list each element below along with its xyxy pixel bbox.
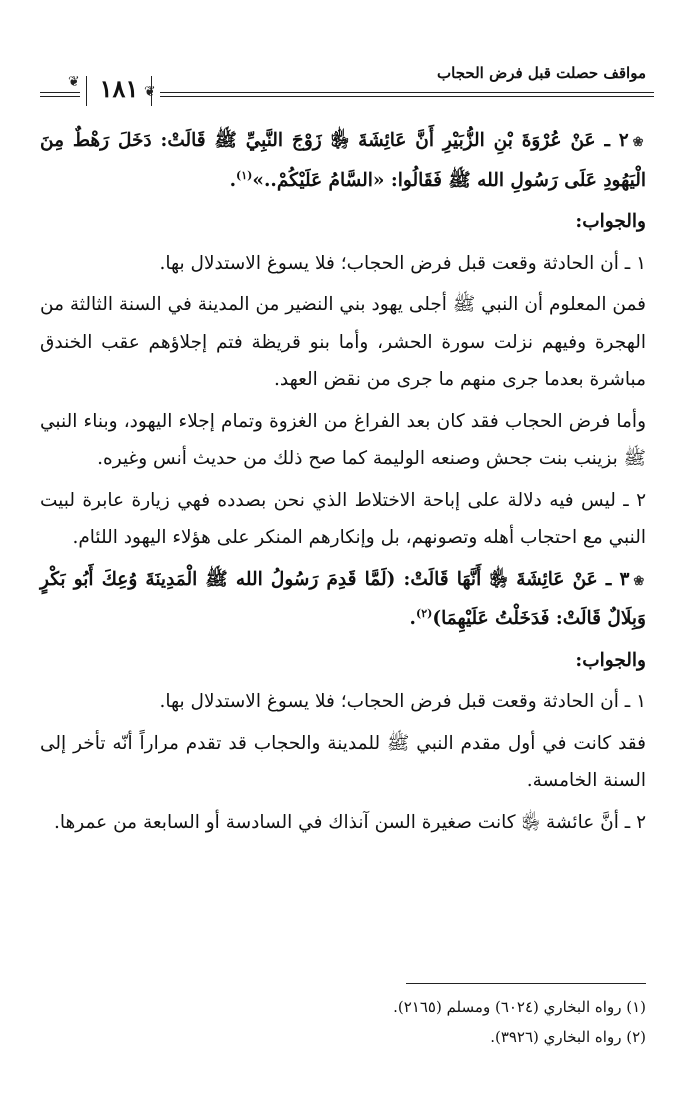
footnote-1: (١) رواه البخاري (٦٠٢٤) ومسلم (٢١٦٥). [393,998,646,1016]
hadith-3 [40,561,646,638]
leaf-ornament-icon: ❦ [144,84,156,100]
hadith-2 [40,122,646,199]
header-rule-left [40,92,80,93]
answer-2-paragraph-2: فقد كانت في أول مقدم النبي ﷺ للمدينة والحجاب قد تقدم مراراً أنّه تأخر إلى السنة الخامسة. [40,732,646,791]
period: . [229,169,237,191]
period: . [409,608,416,629]
footnote-rule [406,983,646,984]
answer-1-paragraph-2: فمن المعلوم أن النبي ﷺ أجلى يهود بني النضير من المدينة في السنة الثالثة من الهجرة وفيهم نزلت سورة الحشر، وأما بنو قريظة فتم إجلاؤهم عقب الخندق مباشرة بعدما جرى منهم ما جرى من نقض العهد. [40,294,646,390]
hadith-marker-icon: ❀ [633,573,646,589]
hadith-3-text: ٣ ـ عَنْ عَائِشَةَ ﵂ أَنَّهَا قَالَتْ: (لَمَّا قَدِمَ رَسُولُ الله ﷺ الْمَدِينَةَ وُعِكَ أَبُو بَكْرٍ وَبِلَالٌ قَالَتْ: فَدَخَلْتُ عَلَيْهِمَا) [40,568,646,629]
answer-2-point-2: ٢ ـ أنَّ عائشة ﵂ كانت صغيرة السن آنذاك في السادسة أو السابعة من عمرها. [53,811,646,833]
answer-1-point-1: ١ ـ أن الحادثة وقعت قبل فرض الحجاب؛ فلا يسوغ الاستدلال بها. [159,252,646,274]
header-rule-left-thin [40,96,80,97]
footnote-ref-2: (٢) [416,606,433,620]
answer-1-point-2: ٢ ـ ليس فيه دلالة على إباحة الاختلاط الذي نحن بصدده فهي زيارة عابرة لبيت النبي مع احتجاب أهله وتصونهم، بل وإنكارهم المنكر على هؤلاء اليهود اللئام. [40,489,646,548]
hadith-marker-icon: ❀ [632,135,646,150]
footnote-2: (٢) رواه البخاري (٣٩٢٦). [490,1028,646,1046]
running-title: مواقف حصلت قبل فرض الحجاب [437,64,646,82]
hadith-2-text: ٢ ـ عَنْ عُرْوَةَ بْنِ الزُّبَيْرِ أَنَّ عَائِشَةَ ﵂ زَوْجَ النَّبِيِّ ﷺ قَالَتْ: دَخَلَ رَهْطٌ مِنَ الْيَهُودِ عَلَى رَسُولِ الله ﷺ فَقَالُوا: «السَّامُ عَلَيْكُمْ..» [40,130,646,191]
answer-1-paragraph-3: وأما فرض الحجاب فقد كان بعد الفراغ من الغزوة وتمام إجلاء اليهود، وبناء النبي ﷺ بزينب بنت جحش وصنعه الوليمة كما صح ذلك من حديث أنس وغيره. [40,410,646,469]
main-text [40,122,646,845]
page-number: ١٨١ [99,74,139,103]
answer-heading-2: والجواب: [575,649,646,671]
header-rule [160,92,654,93]
footnote-ref-1: (١) [236,168,253,182]
answer-2-point-1: ١ ـ أن الحادثة وقعت قبل فرض الحجاب؛ فلا يسوغ الاستدلال بها. [159,691,646,712]
leaf-ornament-icon: ❦ [68,74,80,90]
page-header [40,60,654,112]
footnotes [40,992,646,1052]
header-rule-thin [160,96,654,97]
answer-heading-1: والجواب: [575,211,646,232]
